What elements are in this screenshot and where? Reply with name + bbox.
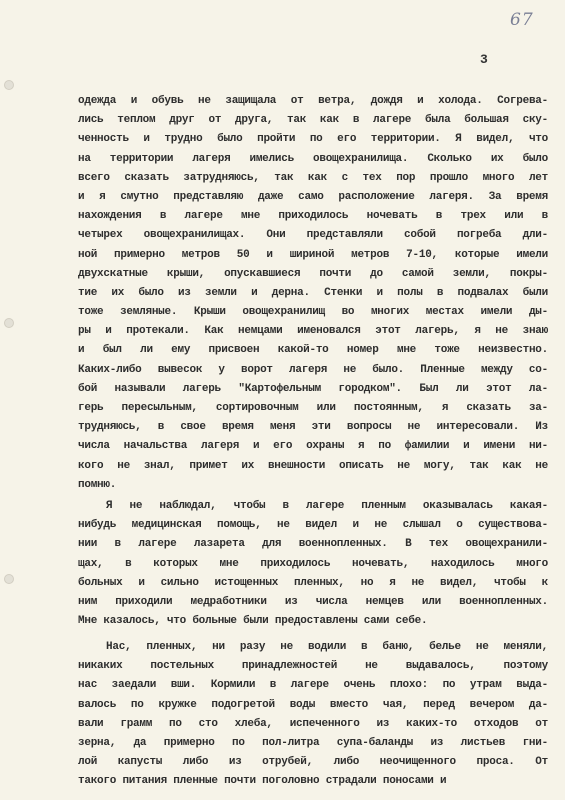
text-line: Каких-либо вывесок у ворот лагеря не было. Пленные между со-: [78, 363, 548, 376]
text-line: помню.: [78, 478, 117, 491]
text-line: Нас, пленных, ни разу не водили в баню, белье не меняли,: [106, 641, 548, 653]
text-line: ной примерно метров 50 и шириной метров 7-10, которые имели: [78, 248, 548, 261]
text-line: ры и протекали. Как немцами именовался этот лагерь, я не знаю: [78, 325, 548, 338]
paragraph-2: [78, 497, 548, 631]
text-line: нибудь медицинская помощь, не видел и не слышал о существова-: [78, 519, 548, 532]
text-line: нахождения в лагере мне приходилось ночевать в трех или в: [78, 210, 548, 223]
punch-hole: [4, 80, 14, 90]
text-line: ченность и трудно было пройти по его территории. Я видел, что: [78, 133, 548, 146]
text-line: такого питания пленные почти поголовно страдали поносами и: [78, 775, 447, 788]
text-line: ним приходили медработники из числа немцев или военнопленных.: [78, 595, 548, 608]
text-line: тие их было из земли и дерна. Стенки и полы в подвалах были: [78, 286, 548, 299]
text-line: нии в лагере лазарета для военнопленных. В тех овощехранили-: [78, 538, 548, 551]
text-line: лись теплом друг от друга, так как в лагере была большая ску-: [78, 114, 548, 127]
punch-hole: [4, 318, 14, 328]
text-line: трудняюсь, в свое время меня эти вопросы не интересовали. Из: [78, 421, 548, 434]
text-line: и был ли ему присвоен какой-то номер мне тоже неизвестно.: [78, 344, 548, 357]
text-line: кого не знал, примет их внешности описать не могу, так как не: [78, 459, 548, 472]
text-line: одежда и обувь не защищала от ветра, дождя и холода. Согрева-: [78, 95, 548, 107]
text-line: тоже земляные. Крыши овощехранилищ во многих местах имели ды-: [78, 306, 548, 319]
archive-number: 67: [510, 10, 534, 30]
page-number: 3: [480, 52, 488, 67]
text-line: двухскатные крыши, опускавшиеся почти до самой земли, покры-: [78, 267, 548, 280]
text-line: никаких постельных принадлежностей не выдавалось, поэтому: [78, 660, 548, 673]
text-line: лой капусты либо из отрубей, либо неочищенного проса. От: [78, 756, 548, 769]
text-line: нас заедали вши. Кормили в лагере очень плохо: по утрам выда-: [78, 679, 548, 692]
text-line: щах, в которых мне приходилось ночевать, находилось много: [78, 557, 548, 570]
text-line: четырех овощехранилищах. Они представляли собой погреба дли-: [78, 229, 548, 242]
text-line: и я смутно представляю даже само расположение лагеря. За время: [78, 190, 548, 203]
text-line: числа начальства лагеря и его охраны я по фамилии и имени ни-: [78, 440, 548, 453]
text-line: герь пересыльным, сортировочным или постоянным, я сказать за-: [78, 402, 548, 414]
text-line: на территории лагеря имелись овощехранилища. Сколько их было: [78, 152, 548, 165]
text-line: вали грамм по сто хлеба, испеченного из каких-то отходов от: [78, 717, 548, 730]
text-line: Я не наблюдал, чтобы в лагере пленным оказывалась какая-: [106, 500, 548, 512]
text-line: бой называли лагерь "Картофельным городком". Был ли этот ла-: [78, 382, 548, 395]
text-line: всего сказать затрудняюсь, так как с тех пор прошло много лет: [78, 171, 548, 184]
text-line: Мне казалось, что больные были предоставлены сами себе.: [78, 615, 428, 628]
punch-hole: [4, 574, 14, 584]
text-line: больных и сильно истощенных пленных, но я не видел, чтобы к: [78, 576, 548, 589]
text-line: зерна, да примерно по пол-литра супа-баланды из листьев гни-: [78, 736, 548, 749]
text-line: валось по кружке подогретой воды вместо чая, перед вечером да-: [78, 698, 548, 711]
paragraph-1: [78, 92, 548, 495]
paragraph-3: [78, 638, 548, 792]
